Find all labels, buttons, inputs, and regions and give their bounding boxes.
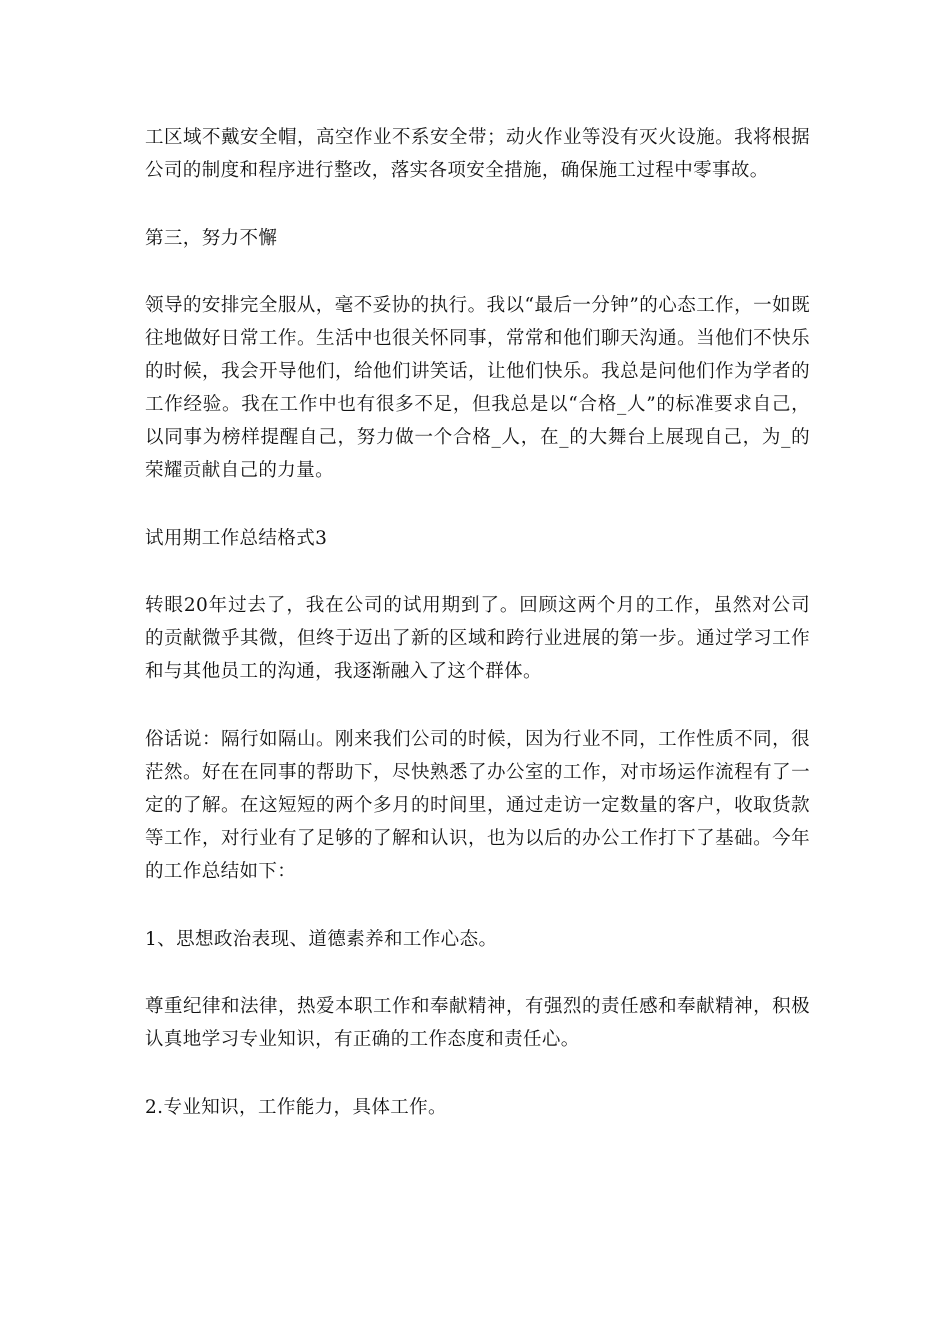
heading-summary-format-3: 试用期工作总结格式3 [145,528,328,549]
heading-item-1: 1、思想政治表现、道德素养和工作心态。 [145,929,498,950]
document-body [145,121,810,1158]
paragraph-work-attitude: 领导的安排完全服从，毫不妥协的执行。我以“最后一分钟”的心态工作，一如既往地做好日常工作。生活中也很关怀同事，常常和他们聊天沟通。当他们不快乐的时候，我会开导他们，给他们讲笑话，让他们快乐。我总是问他们作为学者的工作经验。我在工作中也有很多不足，但我总是以“合格_人”的标准要求自己，以同事为榜样提醒自己，努力做一个合格_人，在_的大舞台上展现自己，为_的荣耀贡献自己的力量。 [145,295,810,481]
heading-third-point: 第三，努力不懈 [145,228,278,249]
heading-item-2: 2.专业知识，工作能力，具体工作。 [145,1097,447,1118]
paragraph-probation-review: 转眼20年过去了，我在公司的试用期到了。回顾这两个月的工作，虽然对公司的贡献微乎其微，但终于迈出了新的区域和跨行业进展的第一步。通过学习工作和与其他员工的沟通，我逐渐融入了这个群体。 [145,595,810,682]
paragraph-safety-rectification: 工区域不戴安全帽，高空作业不系安全带；动火作业等没有灭火设施。我将根据公司的制度和程序进行整改，落实各项安全措施，确保施工过程中零事故。 [145,127,810,181]
paragraph-discipline: 尊重纪律和法律，热爱本职工作和奉献精神，有强烈的责任感和奉献精神，积极认真地学习专业知识，有正确的工作态度和责任心。 [145,996,810,1050]
paragraph-industry-learning: 俗话说：隔行如隔山。刚来我们公司的时候，因为行业不同，工作性质不同，很茫然。好在在同事的帮助下，尽快熟悉了办公室的工作，对市场运作流程有了一定的了解。在这短短的两个多月的时间里，通过走访一定数量的客户，收取货款等工作，对行业有了足够的了解和认识，也为以后的办公工作打下了基础。今年的工作总结如下： [145,729,810,882]
